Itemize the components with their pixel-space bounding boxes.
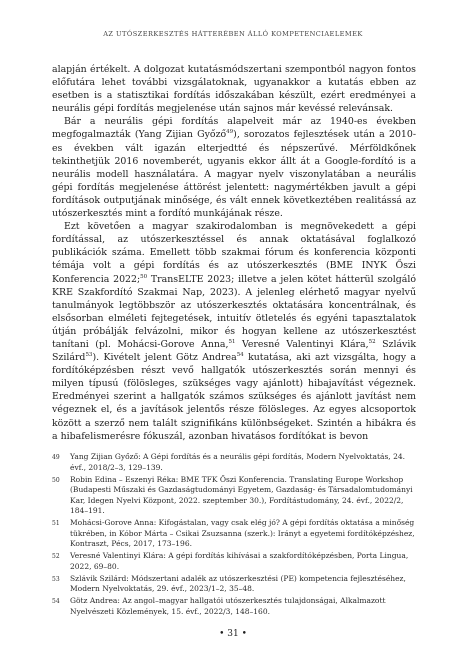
footnote-text: Szlávik Szilárd: Módszertani adalék az utószerkesztési (PE) kompetencia fejlesztéséhez, Modern Nyelvoktatás, 29. évf., 2023/1–2, 35–48.: [70, 573, 406, 593]
paragraph-text: ), sorozatos fejlesztések után a 2010-es években vált igazán elterjedtté és népszerűvé. Mérföldkőnek tekinthetjük 2016 novemberét, ugyanis ekkor állt át a Google-fordító is a neurális modell használatára. A magyar nyelv viszonylatában a neurális gépi fordítás megjelenése áttörést jelentett: nagymértékben javult a gépi fordítások outputjának minősége, és vált ennek következtében realitássá az utószerkesztés mint a fordító munkájának része.: [52, 129, 416, 220]
footnote-ref[interactable]: 49: [226, 129, 234, 136]
footnote-number: 52: [52, 553, 60, 560]
footnote-ref[interactable]: 50: [140, 273, 148, 280]
footnote-ref[interactable]: 52: [368, 338, 376, 345]
footnote-text: Robin Edina – Eszenyi Réka: BME TFK Őszi Konferencia. Translating Europe Workshop (Budapesti Műszaki és Gazdaságtudományi Egyetem, Gazdaság- és Társadalomtudományi Kar, Idegen Nyelvi Központ, 2022. szeptember 30.), Fordítástudomány, 24. évf., 2022/2, 184–191.: [70, 474, 413, 515]
footnote-ref[interactable]: 54: [236, 351, 244, 358]
footnote-text: Götz Andrea: Az angol–magyar hallgatói utószerkesztés tulajdonságai, Alkalmazott Nyelvészeti Közlemények, 15. évf., 2022/3, 148–160.: [70, 596, 386, 616]
paragraph-text: alapján értékelt. A dolgozat kutatásmódszertani szempontból nagyon fontos előfutára lehet további vizsgálatoknak, ugyanakkor a kutatás ebben az esetben is a statisztikai fordítás időszakában készült, ezért eredményei a neurális gépi fordítás megjelenése után sajnos már kevéssé relevánsak.: [52, 64, 416, 115]
footnote-number: 49: [52, 454, 60, 461]
footnote: [52, 452, 416, 473]
footnote-number: 50: [52, 476, 60, 484]
paragraph-text: Ezt követően a magyar szakirodalomban is megnövekedett a gépi fordítással, az utószerkesztéssel és annak oktatásával foglalkozó publikációk száma. Emellett több szakmai fórum és konferencia központi témája volt a gépi fordítás és az utószerkesztés (BME INYK Őszi Konferencia 2022;: [52, 221, 416, 285]
paragraph-3: [52, 220, 416, 443]
body-text: [52, 63, 416, 443]
footnote: [52, 475, 416, 517]
footnote-ref[interactable]: 51: [228, 338, 236, 345]
footnote-number: 51: [52, 520, 60, 527]
footnote-number: 54: [52, 598, 60, 605]
paragraph-text: TransELTE 2023; illetve a jelen kötet hátterül szolgáló KRE Szakfordító Szakmai Nap, 2023). A jelenleg elérhető magyar nyelvű tanulmányok legtöbbször az utószerkesztés oktatására koncentrálnak, és elsősorban elméleti fejtegetések, intuitív ötletelés és egyéni tapasztalatok útján próbálják felvázolni, mikor és hogyan kellene az utószerkesztést tanítani (pl. Mohácsi-Gorove Anna,: [52, 273, 416, 350]
footnote: [52, 518, 416, 550]
paragraph-2: [52, 115, 416, 220]
page-number: • 31 •: [219, 629, 247, 639]
paragraph-text: Veresné Valentinyi Klára,: [235, 338, 369, 350]
running-head: AZ UTÓSZERKESZTÉS HÁTTERÉBEN ÁLLÓ KOMPETENCIAELEMEK: [103, 30, 363, 38]
footnote: [52, 551, 416, 572]
footnote-text: Veresné Valentinyi Klára: A gépi fordítás kihívásai a szakfordítóképzésben, Porta Lingua, 2022, 69–80.: [70, 551, 409, 571]
footnote: [52, 574, 416, 595]
footnote-text: Mohácsi-Gorove Anna: Kifogástalan, vagy csak elég jó? A gépi fordítás oktatása a minőség tükrében, in Kóbor Márta – Csikai Zsuzsanna (szerk.): Irányt a egyetemi fordítóképzéshez, Kontraszt, Pécs, 2017, 173–196.: [70, 518, 415, 548]
footnote-text: Yang Zijian Győző: A Gépi fordítás és a neurális gépi fordítás, Modern Nyelvoktatás, 24. évf., 2018/2–3, 129–139.: [70, 452, 406, 472]
paragraph-text: kutatása, aki azt vizsgálta, hogy a fordítóképzésben részt vevő hallgatók utószerkesztés során mennyi és milyen típusú (fölösleges, szükséges vagy ajánlott) hibajavítást végeznek. Eredményei szerint a hallgatók számos szükséges és ajánlott javítást nem végeznek el, és a javítások jelentős része fölösleges. Az egyes alcsoportok között a szerző nem talált szignifikáns különbségeket. Szintén a hibákra és a hibafelismerésre fókuszál, azonban hivatásos fordítókat is bevon: [52, 352, 416, 442]
paragraph-1: [52, 63, 416, 115]
footnote-number: 53: [52, 575, 60, 583]
paragraph-text: ). Kivételt jelent Götz Andrea: [92, 352, 237, 364]
footnote: [52, 596, 416, 617]
paragraph-text: Bár a neurális gépi fordítás alapelveit már az 1940-es években megfogalmazták (Yang Zijian Győző: [52, 116, 416, 141]
paragraph-text: Szlávik Szilárd: [52, 338, 417, 364]
footnotes: [52, 452, 416, 619]
footnote-ref[interactable]: 53: [85, 351, 93, 358]
